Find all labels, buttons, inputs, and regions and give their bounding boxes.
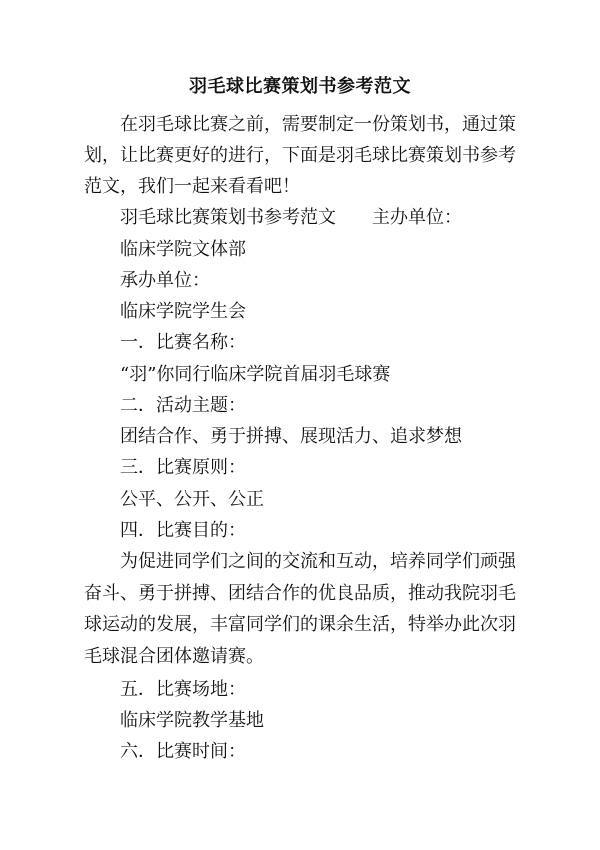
co-organizer-label: 承办单位：	[120, 270, 210, 291]
heading-line-left: 羽毛球比赛策划书参考范文	[120, 207, 336, 228]
section-2-value: 团结合作、勇于拼搏、展现活力、追求梦想	[120, 426, 462, 447]
heading-line-right: 主办单位：	[372, 207, 462, 228]
section-1-value: “羽”你同行临床学院首届羽毛球赛	[120, 364, 391, 385]
section-6-label: 六．比赛时间：	[120, 741, 246, 762]
section-3-value: 公平、公开、公正	[120, 489, 264, 510]
section-2-label: 二．活动主题：	[120, 395, 246, 416]
intro-paragraph: 在羽毛球比赛之前，需要制定一份策划书，通过策划，让比赛更好的进行，下面是羽毛球比赛策划书参考范文，我们一起来看看吧！	[84, 114, 516, 197]
section-4-value: 为促进同学们之间的交流和互动，培养同学们顽强奋斗、勇于拼搏、团结合作的优良品质，推动我院羽毛球运动的发展，丰富同学们的课余生活，特举办此次羽毛球混合团体邀请赛。	[84, 551, 516, 667]
heading-line	[120, 205, 462, 231]
co-organizer-text: 临床学院学生会	[120, 301, 246, 322]
section-5-value: 临床学院教学基地	[120, 710, 264, 731]
document-title: 羽毛球比赛策划书参考范文	[189, 76, 411, 97]
section-4-label: 四．比赛目的：	[120, 520, 246, 541]
section-1-label: 一．比赛名称：	[120, 332, 246, 353]
organizer-text: 临床学院文体部	[120, 239, 246, 260]
section-5-label: 五．比赛场地：	[120, 679, 246, 700]
section-3-label: 三．比赛原则：	[120, 457, 246, 478]
